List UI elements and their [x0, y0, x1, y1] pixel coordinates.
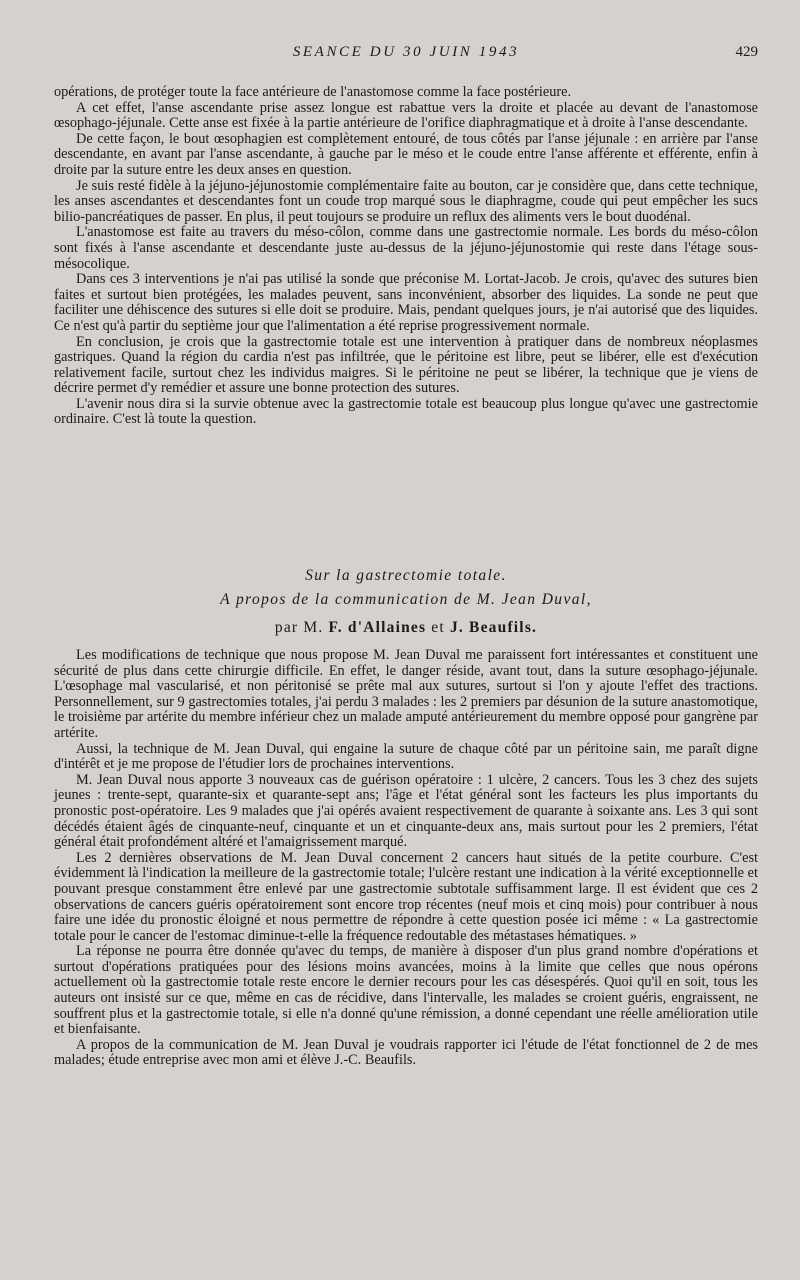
paragraph: Dans ces 3 interventions je n'ai pas utilisé la sonde que préconise M. Lortat-Jacob. Je crois, qu'avec des sutures bien faites et surtout bien protégées, les malades peuvent, sans inconvénient, absorber des liquides. La sonde ne peut que faciliter une déhiscence des sutures si elle doit se produire. Mais, pendant quelques jours, je n'ai autorisé que des liquides. Ce n'est qu'à partir du septième jour que l'alimentation a été reprise progressivement normale. [54, 271, 758, 334]
running-title: SEANCE DU 30 JUIN 1943 [292, 44, 520, 60]
byline-conjunction: et [431, 619, 445, 636]
paragraph: L'avenir nous dira si la survie obtenue avec la gastrectomie totale est beaucoup plus longue qu'avec une gastrectomie ordinaire. C'est là toute la question. [54, 395, 758, 428]
paragraph: Les 2 dernières observations de M. Jean Duval concernent 2 cancers haut situés de la petite courbure. C'est évidemment là l'indication la meilleure de la gastrectomie totale; l'ulcère restant une indication à la vérité exceptionnelle et pouvant presque constamment être enlevé par une gastrectomie subtotale suffisamment large. Il est évident que ces 2 observations de cancers guéris opératoirement sont encore trop récentes (neuf mois et cinq mois) pour contribuer à nous faire une idée du pronostic éloigné et nous permettre de répondre à cette question posée ici même : « La gastrectomie totale pour le cancer de l'estomac diminue-t-elle la fréquence redoutable des métastases hématiques. » [54, 849, 758, 944]
paragraph: opérations, de protéger toute la face antérieure de l'anastomose comme la face postérieure. [54, 84, 572, 100]
paragraph: Aussi, la technique de M. Jean Duval, qui engaine la suture de chaque côté par un péritoine sain, me paraît digne d'intérêt et je me propose de l'étudier lors de prochaines interventions. [54, 740, 758, 773]
paragraph: Les modifications de technique que nous propose M. Jean Duval me paraissent fort intéressantes et constituent une sécurité de plus dans cette chirurgie difficile. En effet, le danger réside, avant tout, dans la suture œsophago-jéjunale. L'œsophage mal vascularisé, et non péritonisé se prête mal aux sutures, surtout si l'on y ajoute l'effet des tractions. Personnellement, sur 9 gastrectomies totales, j'ai perdu 3 malades : les 2 premiers par désunion de la suture anastomotique, le troisième par artérite du membre inférieur chez un malade amputé antérieurement du membre opposé pour gangrène par artérite. [54, 647, 758, 741]
paragraph: A propos de la communication de M. Jean Duval je voudrais rapporter ici l'étude de l'état fonctionnel de 2 de mes malades; étude entreprise avec mon ami et élève J.-C. Beaufils. [54, 1036, 758, 1069]
article-heading [54, 564, 758, 640]
page-number: 429 [735, 44, 758, 60]
previous-article-continuation [54, 85, 758, 428]
paragraph: La réponse ne pourra être donnée qu'avec du temps, de manière à disposer d'un plus grand nombre d'opérations et surtout d'opérations pratiquées pour des lésions moins avancées, moins à la limite que celles que nous opérons actuellement où la gastrectomie totale reste encore le dernier recours pour les cas désespérés. Quoi qu'il en soit, tous les auteurs ont insisté sur ce que, même en cas de récidive, dans l'intervalle, les malades se croient guéris, engraissent, ne souffrent plus et la gastrectomie totale, si elle n'a donné qu'une rémission, a donné cependant une réelle amélioration utile et bienfaisante. [54, 943, 758, 1038]
author-name: J. Beaufils. [449, 619, 538, 636]
author-name: F. d'Allaines [328, 619, 427, 636]
paragraph: De cette façon, le bout œsophagien est complètement entouré, de tous côtés par l'anse jéjunale : en arrière par l'anse descendante, en avant par l'anse ascendante, à gauche par le méso et le coude entre l'anse afférente et efférente, enfin à droite par la suture entre les deux anses en question. [54, 130, 758, 178]
article-byline [54, 616, 758, 640]
paragraph: A cet effet, l'anse ascendante prise assez longue est rabattue vers la droite et placée au devant de l'anastomose œsophago-jéjunale. Cette anse est fixée à la partie antérieure de l'orifice diaphragmatique et à droite à l'anse descendante. [54, 99, 758, 132]
paragraph: M. Jean Duval nous apporte 3 nouveaux cas de guérison opératoire : 1 ulcère, 2 cancers. Tous les 3 chez des sujets jeunes : trente-sept, quarante-six et quarante-sept ans; l'âge et l'état général sont les facteurs les plus importants du pronostic post-opératoire. Les 9 malades que j'ai opérés avaient respectivement de quarante à soixante ans. Les 3 qui sont décédés étaient âgés de cinquante-neuf, cinquante et un et cinquante-deux ans, mais surtout pour les 2 premiers, l'état général était profondément altéré et l'amaigrissement marqué. [54, 771, 758, 851]
byline-prefix: par M. [274, 619, 324, 636]
article-title: Sur la gastrectomie totale. [305, 567, 507, 584]
running-head [54, 44, 758, 66]
paragraph: L'anastomose est faite au travers du méso-côlon, comme dans une gastrectomie normale. Les bords du méso-côlon sont fixés à l'anse ascendante et descendante juste au-dessus de la jéjuno-jéjunostomie qui reste dans l'étage sous-mésocolique. [54, 224, 758, 272]
article-body [54, 648, 758, 1069]
paragraph: Je suis resté fidèle à la jéjuno-jéjunostomie complémentaire faite au bouton, car je considère que, dans cette technique, les anses ascendantes et descendantes font un coude trop marqué sous le diaphragme, coude qui peut empêcher les sucs bilio-pancréatiques de passer. En plus, il peut toujours se produire un reflux des aliments vers le bout duodénal. [54, 177, 758, 225]
article-subtitle: A propos de la communication de M. Jean Duval, [220, 591, 592, 608]
paragraph: En conclusion, je crois que la gastrectomie totale est une intervention à pratiquer dans de nombreux néoplasmes gastriques. Quand la région du cardia n'est pas infiltrée, que le péritoine est libre, peut se libérer, elle est d'exécution relativement facile, surtout chez les individus maigres. Si le péritoine ne peut se libérer, la technique que je viens de décrire permet d'y remédier et assure une bonne protection des sutures. [54, 333, 758, 397]
